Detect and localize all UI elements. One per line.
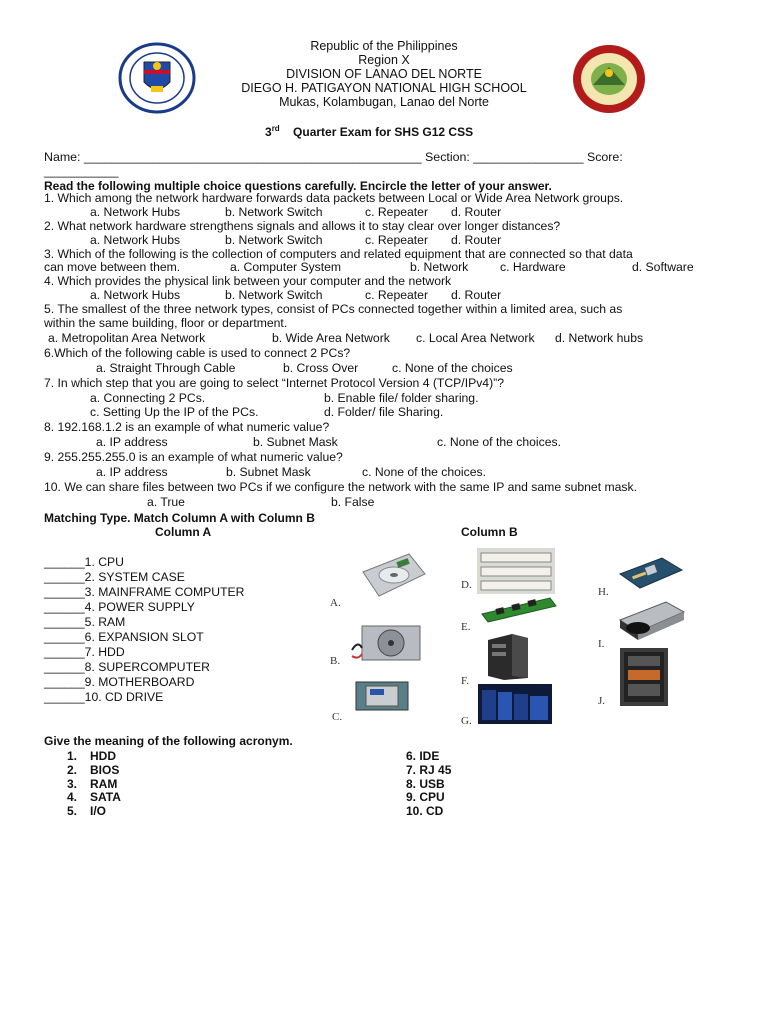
q2-option-b: b. Network Switch [225, 233, 323, 247]
acronym-left-num: 4. [67, 790, 78, 804]
acronym-title: Give the meaning of the following acronym. [44, 734, 293, 748]
picture-label-j: J. [598, 695, 606, 707]
acronym-left-term: HDD [90, 749, 116, 763]
question-5-line-2: within the same building, floor or department. [44, 316, 288, 330]
picture-label-e: E. [461, 621, 471, 633]
acronym-left-num: 3. [67, 777, 78, 791]
q2-option-c: c. Repeater [365, 233, 429, 247]
question-7: 7. In which step that you are going to select “Internet Protocol Version 4 (TCP/IPv4)”? [44, 376, 504, 390]
q6-option-a: a. Straight Through Cable [96, 361, 236, 375]
q8-option-b: b. Subnet Mask [253, 435, 338, 449]
question-10: 10. We can share files between two PCs if we configure the network with the same IP and same subnet mask. [44, 480, 637, 494]
mc-instruction: Read the following multiple choice questions carefully. Encircle the letter of your answer. [44, 179, 552, 193]
q6-option-b: b. Cross Over [283, 361, 359, 375]
matching-item: ______9. MOTHERBOARD [44, 675, 195, 689]
q10-option-b: b. False [331, 495, 375, 509]
acronym-left-term: SATA [90, 790, 121, 804]
acronym-right-item: 6. IDE [406, 749, 440, 763]
q1-option-a: a. Network Hubs [90, 205, 181, 219]
hdd-picture [357, 548, 429, 602]
question-5-line-1: 5. The smallest of the three network types, consist of PCs connected together within a limited area, such as [44, 302, 623, 316]
matching-item: ______2. SYSTEM CASE [44, 570, 185, 584]
question-2: 2. What network hardware strengthens signals and allows it to stay clear over longer distances? [44, 219, 561, 233]
q5-option-c: c. Local Area Network [416, 331, 535, 345]
matching-item: ______4. POWER SUPPLY [44, 600, 195, 614]
q2-option-d: d. Router [451, 233, 502, 247]
q7-option-d: d. Folder/ file Sharing. [324, 405, 444, 419]
acronym-left-term: RAM [90, 777, 118, 791]
q1-option-c: c. Repeater [365, 205, 429, 219]
matching-item: ______8. SUPERCOMPUTER [44, 660, 210, 674]
picture-label-h: H. [598, 586, 609, 598]
q5-option-a: a. Metropolitan Area Network [48, 331, 206, 345]
q4-option-a: a. Network Hubs [90, 288, 181, 302]
question-6: 6.Which of the following cable is used to connect 2 PCs? [44, 346, 351, 360]
question-3-line-2: can move between them. [44, 260, 181, 274]
q6-option-c: c. None of the choices [392, 361, 513, 375]
name-section-score-line: Name: _________________________________________________ Section: ________________ Score: [44, 150, 623, 164]
acronym-left-term: BIOS [90, 763, 120, 777]
acronym-right-item: 10. CD [406, 804, 444, 818]
q7-option-c: c. Setting Up the IP of the PCs. [90, 405, 259, 419]
header-address: Mukas, Kolambugan, Lanao del Norte [279, 95, 489, 109]
matching-title: Matching Type. Match Column A with Column B [44, 511, 315, 525]
picture-label-d: D. [461, 579, 472, 591]
q8-option-a: a. IP address [96, 435, 168, 449]
acronym-right-item: 9. CPU [406, 790, 445, 804]
q9-option-a: a. IP address [96, 465, 168, 479]
q3-option-c: c. Hardware [500, 260, 566, 274]
picture-label-f: F. [461, 675, 469, 687]
expansion-slot-picture [477, 548, 555, 594]
matching-item: ______1. CPU [44, 555, 124, 569]
picture-label-c: C. [332, 711, 343, 723]
motherboard-picture [616, 554, 686, 590]
matching-item: ______5. RAM [44, 615, 126, 629]
acronym-left-num: 1. [67, 749, 78, 763]
header-region: Region X [358, 53, 410, 67]
question-4: 4. Which provides the physical link between your computer and the network [44, 274, 452, 288]
q1-option-b: b. Network Switch [225, 205, 323, 219]
q5-option-d: d. Network hubs [555, 331, 644, 345]
header-division: DIVISION OF LANAO DEL NORTE [286, 67, 482, 81]
matching-item: ______6. EXPANSION SLOT [44, 630, 204, 644]
q9-option-b: b. Subnet Mask [226, 465, 311, 479]
q5-option-b: b. Wide Area Network [272, 331, 390, 345]
question-8: 8. 192.168.1.2 is an example of what numeric value? [44, 420, 330, 434]
exam-title: 3rd Quarter Exam for SHS G12 CSS [265, 124, 474, 139]
acronym-right-item: 8. USB [406, 777, 445, 791]
acronym-right-item: 7. RJ 45 [406, 763, 452, 777]
header-country: Republic of the Philippines [310, 39, 458, 53]
acronym-left-num: 5. [67, 804, 78, 818]
matching-item: ______10. CD DRIVE [44, 690, 164, 704]
picture-label-g: G. [461, 715, 472, 727]
cd-drive-picture [614, 598, 688, 642]
q4-option-d: d. Router [451, 288, 502, 302]
acronym-left-num: 2. [67, 763, 78, 777]
acronym-left-term: I/O [90, 804, 107, 818]
q7-option-b: b. Enable file/ folder sharing. [324, 391, 479, 405]
system-case-picture [482, 632, 534, 682]
picture-label-b: B. [330, 655, 341, 667]
matching-item: ______3. MAINFRAME COMPUTER [44, 585, 245, 599]
q8-option-c: c. None of the choices. [437, 435, 561, 449]
picture-label-i: I. [598, 638, 605, 650]
header-school: DIEGO H. PATIGAYON NATIONAL HIGH SCHOOL [241, 81, 527, 95]
q2-option-a: a. Network Hubs [90, 233, 181, 247]
q7-option-a: a. Connecting 2 PCs. [90, 391, 206, 405]
q3-option-a: a. Computer System [230, 260, 342, 274]
q1-option-d: d. Router [451, 205, 502, 219]
q4-option-c: c. Repeater [365, 288, 429, 302]
q10-option-a: a. True [147, 495, 185, 509]
matching-item: ______7. HDD [44, 645, 125, 659]
q9-option-c: c. None of the choices. [362, 465, 486, 479]
cpu-picture [352, 678, 412, 714]
question-3-line-1: 3. Which of the following is the collection of computers and related equipment that are connected so that data [44, 247, 633, 261]
q3-option-d: d. Software [632, 260, 694, 274]
column-a-heading: Column A [155, 525, 212, 539]
question-1: 1. Which among the network hardware forwards data packets between Local or Wide Area Network groups. [44, 191, 624, 205]
supercomputer-picture [478, 684, 552, 724]
ram-picture [480, 596, 558, 624]
mainframe-picture [616, 646, 672, 708]
picture-label-a: A. [330, 597, 341, 609]
power-supply-picture [348, 620, 432, 666]
column-b-heading: Column B [461, 525, 518, 539]
q4-option-b: b. Network Switch [225, 288, 323, 302]
q3-option-b: b. Network [410, 260, 469, 274]
question-9: 9. 255.255.255.0 is an example of what numeric value? [44, 450, 343, 464]
score-blank: ___________ [44, 164, 119, 178]
